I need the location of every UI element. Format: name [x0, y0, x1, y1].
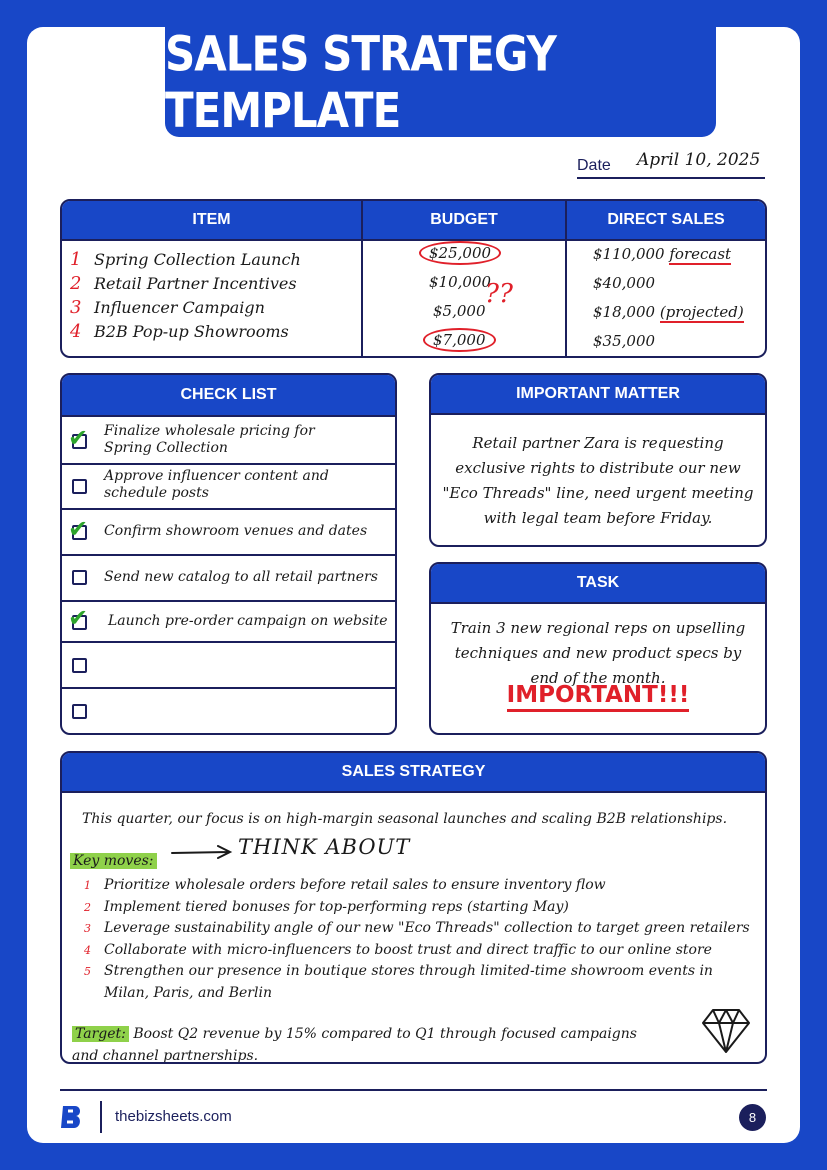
checklist-header: CHECK LIST [62, 375, 395, 415]
budget-value: $25,000 [419, 244, 501, 262]
strategy-intro: This quarter, our focus is on high-margin seasonal launches and scaling B2B relationships. [82, 811, 728, 827]
title-banner [165, 27, 716, 137]
list-item: 3 Leverage sustainability angle of our new "Eco Threads" collection to target green retailers [84, 920, 750, 936]
item-row: 3 Influencer Campaign [70, 297, 265, 318]
direct-sales-header: DIRECT SALES [567, 201, 765, 241]
checkbox[interactable] [72, 658, 87, 673]
important-flag: IMPORTANT!!! [431, 682, 765, 708]
sales-value: $35,000 [593, 332, 656, 350]
item-row: 1 Spring Collection Launch [70, 249, 301, 270]
list-item: 5 Strengthen our presence in boutique stores through limited-time showroom events in [84, 963, 713, 979]
budget-value: $10,000 [429, 273, 492, 291]
checkbox[interactable] [72, 704, 87, 719]
list-item: 2 Implement tiered bonuses for top-performing reps (starting May) [84, 898, 569, 915]
budget-value: $7,000 [423, 331, 496, 349]
item-header: ITEM [62, 201, 361, 241]
item-row: 4 B2B Pop-up Showrooms [70, 321, 289, 342]
checkmark-icon: ✔ [68, 515, 89, 543]
bizsheets-logo-icon [60, 1104, 84, 1130]
checklist-item[interactable]: ✔ Confirm showroom venues and dates [62, 508, 395, 554]
diamond-icon [701, 1007, 751, 1055]
target-note: Target: Boost Q2 revenue by 15% compared to Q1 through focused campaigns and channel partnerships. [72, 1026, 637, 1064]
sales-strategy-panel [60, 751, 767, 1064]
task-header: TASK [431, 564, 765, 604]
checklist-item[interactable]: ✔ Finalize wholesale pricing for Spring Collection [62, 415, 395, 463]
checkbox[interactable] [72, 479, 87, 494]
budget-column [361, 201, 565, 356]
question-mark-annotation: ?? [485, 279, 513, 309]
date-label: Date [577, 157, 611, 174]
important-matter-text: Retail partner Zara is requesting exclusive rights to distribute our new "Eco Threads" line, need urgent meeting with legal team before Friday. [442, 434, 754, 527]
list-item: 1 Prioritize wholesale orders before retail sales to ensure inventory flow [84, 877, 606, 893]
important-matter-header: IMPORTANT MATTER [431, 375, 765, 415]
sales-value: $18,000 (projected) [593, 303, 744, 321]
important-matter-panel [429, 373, 767, 547]
checklist-item[interactable] [62, 687, 395, 735]
budget-table [60, 199, 767, 358]
checklist-item[interactable] [62, 641, 395, 687]
page-number: 8 [739, 1104, 766, 1131]
task-panel [429, 562, 767, 735]
checkbox[interactable] [72, 570, 87, 585]
key-moves-label: Key moves: [70, 853, 157, 869]
key-moves-list [84, 875, 750, 1003]
list-item: Milan, Paris, and Berlin [104, 984, 272, 1001]
sheet [27, 27, 800, 1143]
date-field[interactable] [577, 152, 765, 179]
sales-value: $110,000 forecast [593, 245, 732, 263]
list-item: 4 Collaborate with micro-influencers to boost trust and direct traffic to our online store [84, 941, 712, 958]
footer-divider [60, 1089, 767, 1091]
checklist-panel [60, 373, 397, 735]
page-title: SALES STRATEGY TEMPLATE [165, 25, 556, 139]
direct-sales-column [565, 201, 765, 356]
checklist-item[interactable]: Send new catalog to all retail partners [62, 554, 395, 600]
think-about-note: THINK ABOUT [238, 835, 411, 859]
arrow-icon [170, 845, 234, 859]
checklist-item[interactable]: ✔ Launch pre-order campaign on website [62, 600, 395, 641]
target-label: Target: [72, 1026, 129, 1042]
task-text: Train 3 new regional reps on upselling techniques and new product specs by end of the month. [450, 619, 746, 687]
checklist-item[interactable]: Approve influencer content and schedule posts [62, 463, 395, 508]
budget-header: BUDGET [363, 201, 565, 241]
sales-strategy-header: SALES STRATEGY [62, 753, 765, 793]
item-column [62, 201, 361, 356]
date-value: April 10, 2025 [637, 150, 761, 170]
website-link[interactable]: thebizsheets.com [115, 1108, 232, 1125]
budget-value: $5,000 [433, 302, 486, 320]
item-row: 2 Retail Partner Incentives [70, 273, 297, 294]
sales-value: $40,000 [593, 274, 656, 292]
footer-separator [100, 1101, 102, 1133]
checkmark-icon: ✔ [68, 424, 89, 452]
checkmark-icon: ✔ [68, 604, 89, 632]
